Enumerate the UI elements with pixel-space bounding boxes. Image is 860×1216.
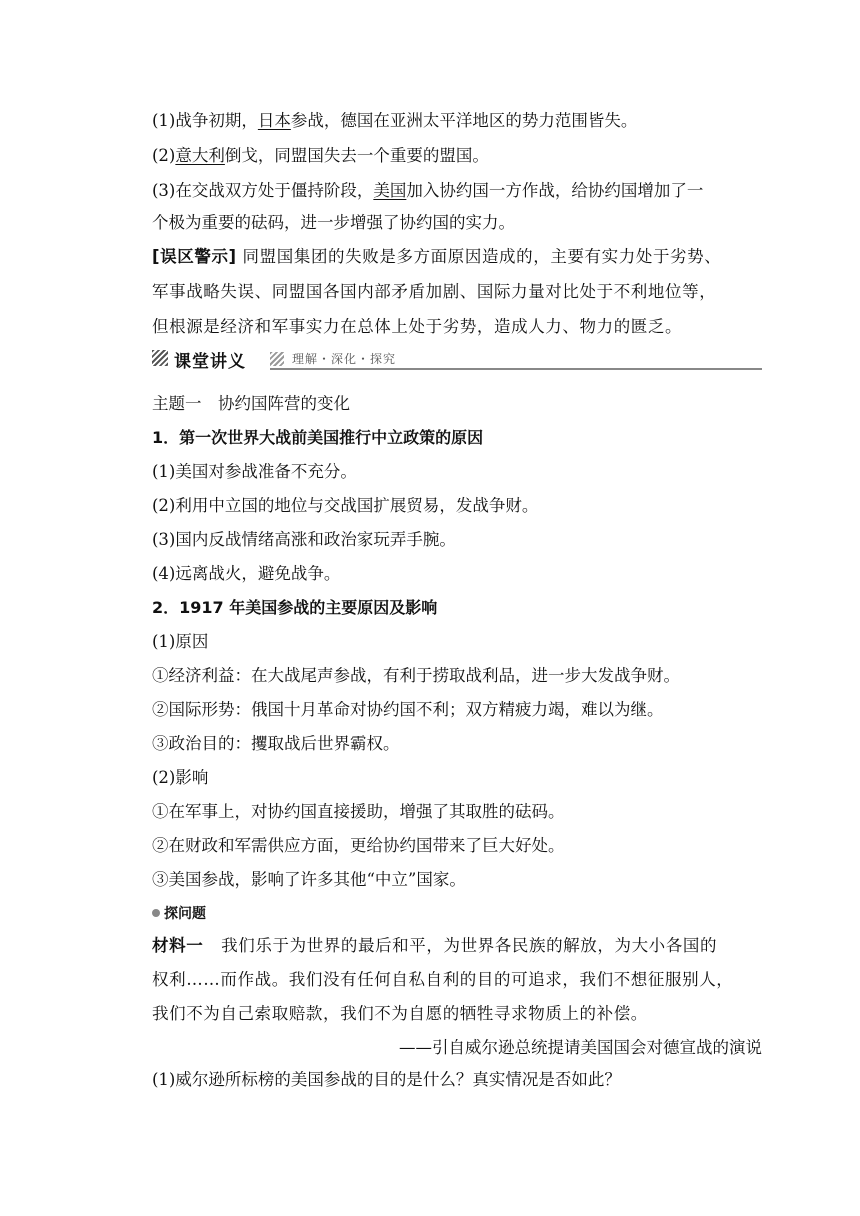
section-heading: 2．1917 年美国参战的主要原因及影响 bbox=[152, 598, 438, 617]
list-item: (2)利用中立国的地位与交战国扩展贸易，发战争财。 bbox=[152, 496, 539, 515]
stripe-decoration-icon bbox=[270, 352, 284, 366]
list-item: ①在军事上，对协约国直接援助，增强了其取胜的砝码。 bbox=[152, 802, 565, 821]
warning-note-line: 但根源是经济和军事实力在总体上处于劣势，造成人力、物力的匮乏。 bbox=[152, 317, 683, 336]
underlined-term: 意大利 bbox=[175, 146, 225, 165]
warning-note-line: 军事战略失误、同盟国各国内部矛盾加剧、国际力量对比处于不利地位等， bbox=[152, 282, 717, 301]
topic-heading: 主题一 协约国阵营的变化 bbox=[152, 394, 350, 413]
sub-heading: (1)原因 bbox=[152, 632, 209, 651]
material-text-line: 我们不为自己索取赔款，我们不为自愿的牺牲寻求物质上的补偿。 bbox=[152, 1004, 648, 1023]
stripe-decoration-icon bbox=[152, 350, 168, 366]
paragraph: 个极为重要的砝码，进一步增强了协约国的实力。 bbox=[152, 213, 515, 232]
material-text: 材料一 我们乐于为世界的最后和平，为世界各民族的解放，为大小各国的 bbox=[152, 936, 718, 955]
material-tag: 材料一 bbox=[152, 936, 204, 955]
question: (1)威尔逊所标榜的美国参战的目的是什么？真实情况是否如此？ bbox=[152, 1070, 621, 1089]
list-item: (3)国内反战情绪高涨和政治家玩弄手腕。 bbox=[152, 530, 456, 549]
warning-tag: [误区警示] bbox=[152, 247, 237, 266]
list-item: (1)美国对参战准备不充分。 bbox=[152, 462, 357, 481]
section-banner bbox=[152, 346, 762, 372]
source-citation: ——引自威尔逊总统提请美国国会对德宣战的演说 bbox=[399, 1038, 762, 1057]
material-text-line: 权利……而作战。我们没有任何自私自利的目的可追求，我们不想征服别人， bbox=[152, 970, 734, 989]
explore-label: 探问题 bbox=[152, 903, 762, 925]
sub-heading: (2)影响 bbox=[152, 768, 209, 787]
paragraph: (2)意大利倒戈，同盟国失去一个重要的盟国。 bbox=[152, 146, 489, 165]
list-item: ②国际形势：俄国十月革命对协约国不利；双方精疲力竭，难以为继。 bbox=[152, 700, 664, 719]
underlined-term: 美国 bbox=[373, 181, 407, 200]
paragraph: (3)在交战双方处于僵持阶段，美国加入协约国一方作战，给协约国增加了一 bbox=[152, 181, 704, 200]
list-item: ③政治目的：攫取战后世界霸权。 bbox=[152, 734, 400, 753]
divider bbox=[270, 368, 762, 370]
list-item: ②在财政和军需供应方面，更给协约国带来了巨大好处。 bbox=[152, 836, 565, 855]
list-item: ③美国参战，影响了许多其他“中立”国家。 bbox=[152, 870, 466, 889]
paragraph: (1)战争初期，日本参战，德国在亚洲太平洋地区的势力范围皆失。 bbox=[152, 111, 638, 130]
list-item: ①经济利益：在大战尾声参战，有利于捞取战利品，进一步大发战争财。 bbox=[152, 666, 680, 685]
banner-title: 课堂讲义 bbox=[174, 352, 246, 372]
warning-note: [误区警示] 同盟国集团的失败是多方面原因造成的，主要有实力处于劣势、 bbox=[152, 247, 722, 266]
underlined-term: 日本 bbox=[257, 111, 291, 130]
bullet-icon bbox=[152, 909, 160, 917]
section-heading: 1．第一次世界大战前美国推行中立政策的原因 bbox=[152, 428, 484, 447]
banner-subtitle: 理解・深化・探究 bbox=[292, 352, 397, 366]
list-item: (4)远离战火，避免战争。 bbox=[152, 564, 341, 583]
